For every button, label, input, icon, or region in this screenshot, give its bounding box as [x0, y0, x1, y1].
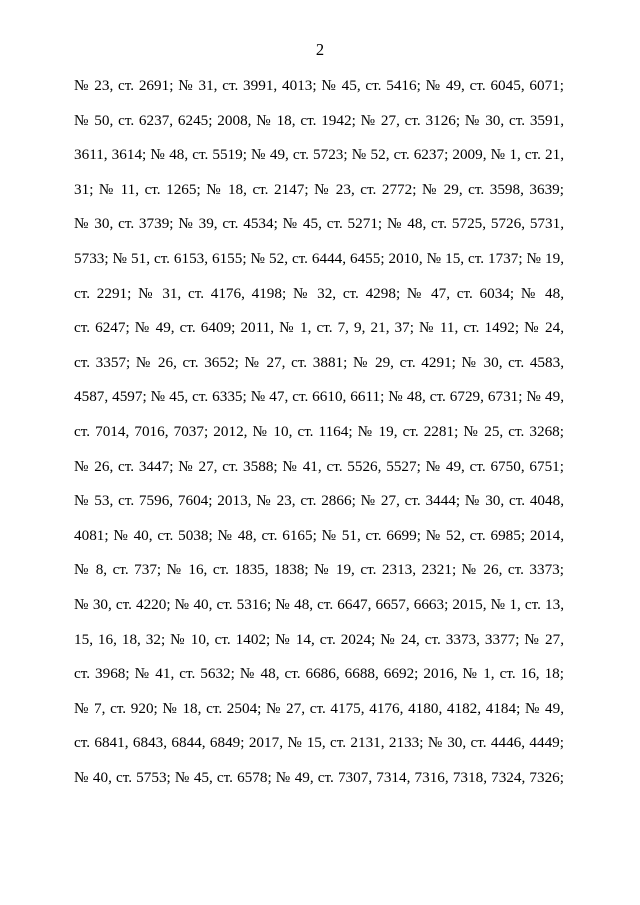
- text-line: 5733; № 51, ст. 6153, 6155; № 52, ст. 6444, 6455; 2010, № 15, ст. 1737; № 19,: [74, 249, 564, 267]
- text-line: 4081; № 40, ст. 5038; № 48, ст. 6165; № 51, ст. 6699; № 52, ст. 6985; 2014,: [74, 526, 564, 544]
- page-number: 2: [315, 40, 325, 59]
- text-line: ст. 3357; № 26, ст. 3652; № 27, ст. 3881; № 29, ст. 4291; № 30, ст. 4583,: [74, 353, 564, 371]
- text-line: № 30, ст. 3739; № 39, ст. 4534; № 45, ст. 5271; № 48, ст. 5725, 5726, 5731,: [74, 215, 564, 233]
- text-line: ст. 6247; № 49, ст. 6409; 2011, № 1, ст. 7, 9, 21, 37; № 11, ст. 1492; № 24,: [74, 319, 564, 337]
- text-line: 4587, 4597; № 45, ст. 6335; № 47, ст. 6610, 6611; № 48, ст. 6729, 6731; № 49,: [74, 388, 564, 406]
- text-line: 3611, 3614; № 48, ст. 5519; № 49, ст. 5723; № 52, ст. 6237; 2009, № 1, ст. 21,: [74, 146, 564, 164]
- text-line: № 50, ст. 6237, 6245; 2008, № 18, ст. 1942; № 27, ст. 3126; № 30, ст. 3591,: [74, 111, 564, 129]
- text-line: № 30, ст. 4220; № 40, ст. 5316; № 48, ст. 6647, 6657, 6663; 2015, № 1, ст. 13,: [74, 595, 564, 613]
- text-line: № 53, ст. 7596, 7604; 2013, № 23, ст. 2866; № 27, ст. 3444; № 30, ст. 4048,: [74, 492, 564, 510]
- text-line: № 26, ст. 3447; № 27, ст. 3588; № 41, ст. 5526, 5527; № 49, ст. 6750, 6751;: [74, 457, 564, 475]
- text-line: ст. 7014, 7016, 7037; 2012, № 10, ст. 1164; № 19, ст. 2281; № 25, ст. 3268;: [74, 422, 564, 440]
- text-line: № 40, ст. 5753; № 45, ст. 6578; № 49, ст. 7307, 7314, 7316, 7318, 7324, 7326;: [74, 768, 564, 786]
- body-text: [74, 73, 564, 799]
- text-line: ст. 2291; № 31, ст. 4176, 4198; № 32, ст. 4298; № 47, ст. 6034; № 48,: [74, 284, 564, 302]
- text-line: № 23, ст. 2691; № 31, ст. 3991, 4013; № 45, ст. 5416; № 49, ст. 6045, 6071;: [74, 77, 564, 94]
- text-line: 15, 16, 18, 32; № 10, ст. 1402; № 14, ст. 2024; № 24, ст. 3373, 3377; № 27,: [74, 630, 564, 648]
- text-line: ст. 3968; № 41, ст. 5632; № 48, ст. 6686, 6688, 6692; 2016, № 1, ст. 16, 18;: [74, 665, 564, 683]
- text-line: ст. 6841, 6843, 6844, 6849; 2017, № 15, ст. 2131, 2133; № 30, ст. 4446, 4449;: [74, 734, 564, 752]
- text-line: № 7, ст. 920; № 18, ст. 2504; № 27, ст. 4175, 4176, 4180, 4182, 4184; № 49,: [74, 699, 564, 717]
- text-line: 31; № 11, ст. 1265; № 18, ст. 2147; № 23, ст. 2772; № 29, ст. 3598, 3639;: [74, 180, 564, 198]
- text-line: № 8, ст. 737; № 16, ст. 1835, 1838; № 19, ст. 2313, 2321; № 26, ст. 3373;: [74, 561, 564, 579]
